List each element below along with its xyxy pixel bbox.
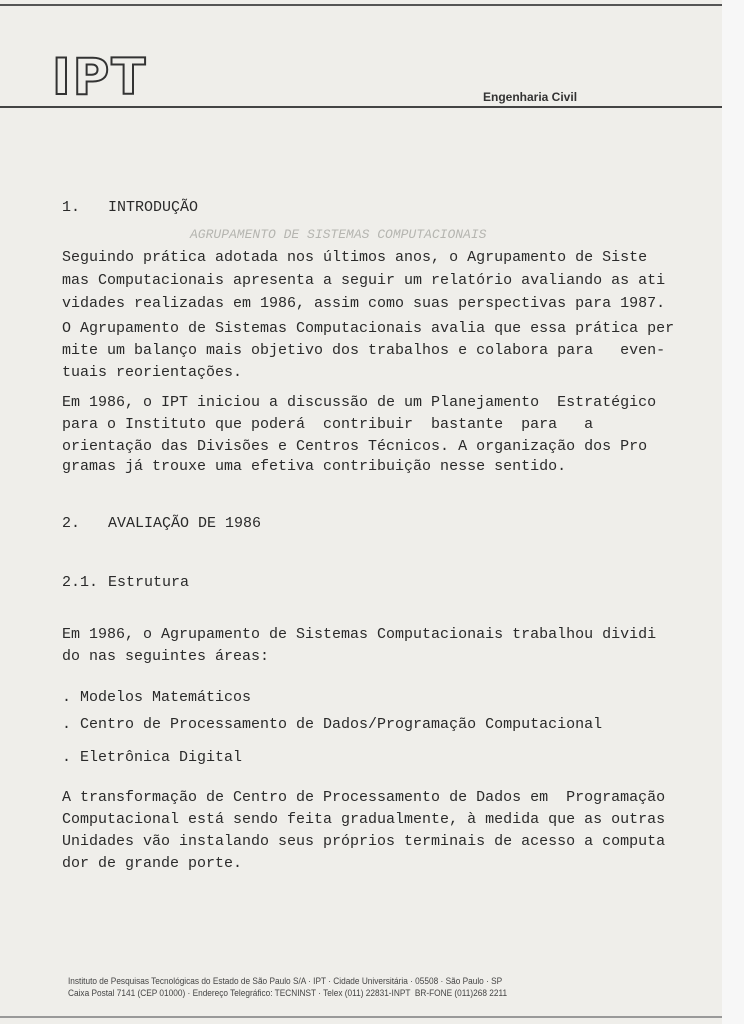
subsection-number: 2.1. [62, 574, 99, 591]
paragraph-line: orientação das Divisões e Centros Técnicos. A organização dos Pro [62, 438, 648, 455]
page-edge [722, 0, 744, 1024]
paragraph-line: Em 1986, o IPT iniciou a discussão de um Planejamento Estratégico [62, 394, 657, 411]
footer-line: Instituto de Pesquisas Tecnológicas do Estado de São Paulo S/A · IPT · Cidade Universitária · 05508 · São Paulo · SP [68, 976, 503, 986]
paragraph-line: para o Instituto que poderá contribuir bastante para a [62, 416, 594, 433]
paragraph-line: Unidades vão instalando seus próprios terminais de acesso a computa [62, 833, 666, 850]
paragraph-line: Computacional está sendo feita gradualmente, à medida que as outras [62, 811, 666, 828]
ghost-text: AGRUPAMENTO DE SISTEMAS COMPUTACIONAIS [190, 227, 487, 242]
area-item: . Eletrônica Digital [62, 749, 243, 766]
paragraph-line: O Agrupamento de Sistemas Computacionais avalia que essa prática per [62, 320, 675, 337]
header-rule [0, 106, 722, 108]
footer-line: Caixa Postal 7141 (CEP 01000) · Endereço Telegráfico: TECNINST · Telex (011) 22831-INPT BR-FONE (011)268 2211 [68, 988, 508, 998]
section-1-number: 1. [62, 199, 81, 216]
top-border [0, 4, 722, 6]
paragraph-line: do nas seguintes áreas: [62, 648, 270, 665]
area-item: . Centro de Processamento de Dados/Programação Computacional [62, 716, 603, 733]
department-label: Engenharia Civil [483, 90, 578, 104]
paragraph-line: mite um balanço mais objetivo dos trabalhos e colabora para even- [62, 342, 666, 359]
paragraph-line: dor de grande porte. [62, 855, 243, 872]
paragraph-line: vidades realizadas em 1986, assim como suas perspectivas para 1987. [62, 295, 666, 312]
ipt-logo: IPT [52, 48, 148, 106]
subsection-title: Estrutura [108, 574, 190, 591]
section-2-number: 2. [62, 515, 81, 532]
section-2-title: AVALIAÇÃO DE 1986 [108, 515, 262, 532]
paragraph-line: tuais reorientações. [62, 364, 243, 381]
section-1-title: INTRODUÇÃO [108, 199, 199, 216]
bottom-border [0, 1016, 722, 1018]
area-item: . Modelos Matemáticos [62, 689, 252, 706]
paragraph-line: Em 1986, o Agrupamento de Sistemas Computacionais trabalhou dividi [62, 626, 657, 643]
paragraph-line: A transformação de Centro de Processamento de Dados em Programação [62, 789, 666, 806]
paragraph-line: mas Computacionais apresenta a seguir um relatório avaliando as ati [62, 272, 666, 289]
paragraph-line: Seguindo prática adotada nos últimos anos, o Agrupamento de Siste [62, 249, 648, 266]
paragraph-line: gramas já trouxe uma efetiva contribuição nesse sentido. [62, 458, 567, 475]
